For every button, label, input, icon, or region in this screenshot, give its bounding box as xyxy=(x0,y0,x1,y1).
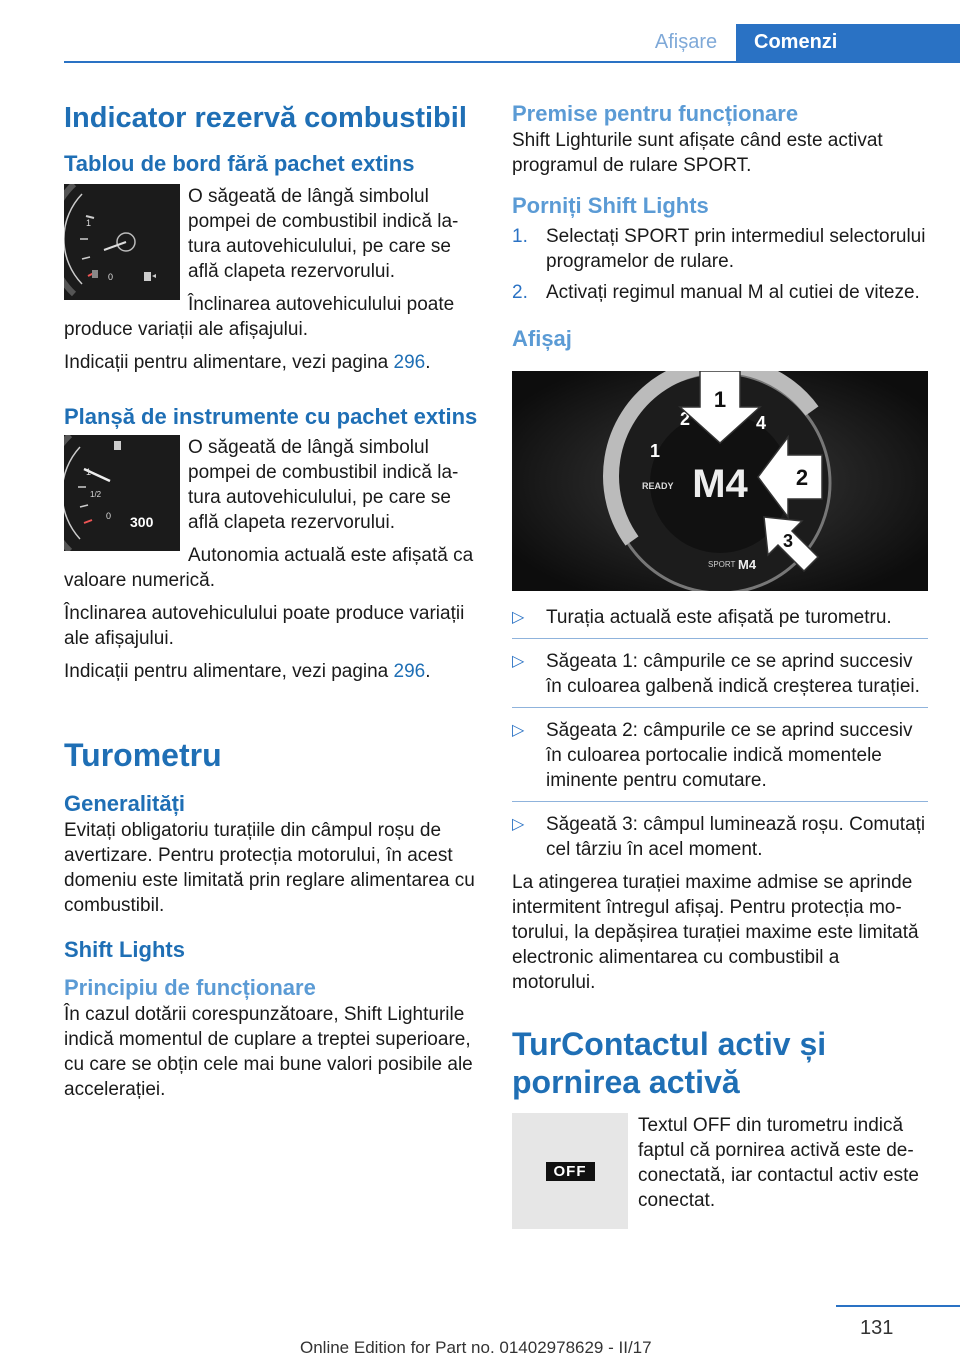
triangle-bullet-icon: ▷ xyxy=(512,816,525,833)
step-number: 1. xyxy=(512,226,528,247)
heading-plansa-pachet-extins: Planșă de instrumente cu pachet extins xyxy=(64,404,478,429)
display-sport: SPORT xyxy=(708,560,736,569)
para-off: Textul OFF din turometru indică faptul că pornirea activă este deconectată, iar contactul activ este conectat. xyxy=(638,1115,919,1211)
para-premise: Shift Lighturile sunt afișate când este activat programul de rulare SPORT. xyxy=(512,130,883,176)
header-tab-afisare[interactable]: Afișare xyxy=(654,31,718,53)
indicatii-2-end: . xyxy=(425,661,431,682)
step-text: Activați regimul manual M al cutiei de viteze. xyxy=(546,282,920,303)
para-principiu: În cazul dotării corespunzătoare, Shift Lighturile indică momentul de cuplare a treptei superioare, cu care se obțin cele mai bune valori posibile ale accelerației. xyxy=(64,1004,473,1100)
heading-porniti: Porniți Shift Lights xyxy=(512,193,709,218)
heading-principiu: Principiu de funcționare xyxy=(64,975,316,1000)
step-number: 2. xyxy=(512,282,528,303)
triangle-bullet-icon: ▷ xyxy=(512,609,525,626)
para-autonomie: Autonomia actuală este afișată ca valoare numerică. xyxy=(64,545,474,591)
gear-label: 1 xyxy=(650,441,661,461)
bullet-item xyxy=(512,649,928,699)
gear-label: 2 xyxy=(680,409,691,429)
steps-list xyxy=(512,224,928,305)
display-bullets xyxy=(512,605,928,862)
para-indicatii-2 xyxy=(64,659,480,684)
bullet-item xyxy=(512,718,928,793)
para-inclinare-1: Înclinarea autovehiculului poate produce variații ale afișajului. xyxy=(64,294,455,340)
gauge1-tick-0: 0 xyxy=(108,272,114,282)
heading-shift-lights: Shift Lights xyxy=(64,937,185,962)
gear-label: 4 xyxy=(756,413,767,433)
bullet-item xyxy=(512,812,928,862)
bullet-divider xyxy=(512,707,928,708)
indicatii-2-text: Indicații pentru alimentare, vezi pagina xyxy=(64,661,394,682)
bullet-text: Săgeata 1: câmpurile ce se aprind succesiv în culoarea galbenă indică creșterea turației. xyxy=(546,651,920,697)
off-indicator-image xyxy=(512,1113,628,1229)
heading-premise: Premise pentru funcționare xyxy=(512,101,799,126)
fuel-range-gauge-image xyxy=(64,435,180,551)
display-sport-m4: M4 xyxy=(738,557,757,572)
shift-lights-display-image xyxy=(512,371,928,591)
para-generalitati: Evitați obligatoriu turațiile din câmpul roșu de avertizare. Pentru protecția motorului, în acest domeniu este limitată prin reglare alimentarea cu combustibil. xyxy=(64,820,475,916)
off-label: OFF xyxy=(546,1162,595,1181)
heading-indicator-rezerva: Indicator rezervă combustibil xyxy=(64,102,467,134)
gauge2-tick-1: 1 xyxy=(86,467,92,477)
para-inclinare-2: Înclinarea autovehiculului poate produce variații ale afișajului. xyxy=(64,603,465,649)
heading-generalitati: Generalități xyxy=(64,791,186,816)
right-column xyxy=(512,100,928,1233)
step-item xyxy=(512,224,928,274)
link-page-296-b[interactable]: 296 xyxy=(393,661,426,682)
bullet-text: Săgeată 3: câmpul luminează roșu. Comutați cel târziu în acel moment. xyxy=(546,814,926,860)
para-sageata-2: O săgeată de lângă simbolul pompei de combustibil indică latura autovehiculului, pe care se află clapeta rezervorului. xyxy=(188,437,459,533)
bullet-item xyxy=(512,605,928,630)
gauge1-tick-1: 1 xyxy=(86,218,92,228)
heading-turcontactul: TurContactul activ și pornirea activă xyxy=(512,1026,827,1100)
bullet-text: Turația actuală este afișată pe turometru. xyxy=(546,607,892,628)
footer-rule xyxy=(836,1305,960,1307)
arrow-2-label: 2 xyxy=(795,465,809,490)
display-ready: READY xyxy=(642,481,674,491)
header-tab-comenzi[interactable]: Comenzi xyxy=(736,24,960,61)
heading-afisaj: Afișaj xyxy=(512,326,572,351)
fuel-pump-icon xyxy=(144,272,151,281)
heading-turometru: Turometru xyxy=(64,737,222,773)
gauge2-tick-0: 0 xyxy=(106,511,112,521)
heading-tablou-fara-pachet: Tablou de bord fără pachet extins xyxy=(64,151,415,176)
gauge2-tick-half: 1/2 xyxy=(90,490,102,499)
para-indicatii-1 xyxy=(64,350,480,375)
indicatii-1-end: . xyxy=(425,352,431,373)
bullet-divider xyxy=(512,801,928,802)
fuel-gauge-image xyxy=(64,184,180,300)
left-column xyxy=(64,100,480,1102)
header-rule xyxy=(64,61,960,63)
para-turatie-maxima: La atingerea turației maxime admise se aprinde intermitent întregul afișaj. Pentru protecția motorului, la depășirea turației maxime este limitată electronic alimentarea cu combustibil a motorului. xyxy=(512,872,919,993)
bullet-text: Săgeata 2: câmpurile ce se aprind succesiv în culoarea portocalie indică momentele iminente pentru comutare. xyxy=(546,720,913,791)
link-page-296-a[interactable]: 296 xyxy=(393,352,426,373)
para-sageata-1: O săgeată de lângă simbolul pompei de combustibil indică latura autovehiculului, pe care se află clapeta rezervorului. xyxy=(188,186,459,282)
triangle-bullet-icon: ▷ xyxy=(512,653,525,670)
step-text: Selectați SPORT prin intermediul selectorului programelor de rulare. xyxy=(546,226,926,272)
range-readout: 300 xyxy=(130,514,154,530)
fuel-pump-icon-2 xyxy=(114,441,121,450)
page-number: 131 xyxy=(860,1317,894,1339)
display-m4-center: M4 xyxy=(692,462,748,506)
arrow-3-label: 3 xyxy=(782,531,794,551)
indicatii-1-text: Indicații pentru alimentare, vezi pagina xyxy=(64,352,394,373)
arrow-1-label: 1 xyxy=(713,387,727,412)
step-item xyxy=(512,280,928,305)
edition-note: Online Edition for Part no. 01402978629 - II/17 xyxy=(300,1338,652,1357)
bullet-divider xyxy=(512,638,928,639)
triangle-bullet-icon: ▷ xyxy=(512,722,525,739)
